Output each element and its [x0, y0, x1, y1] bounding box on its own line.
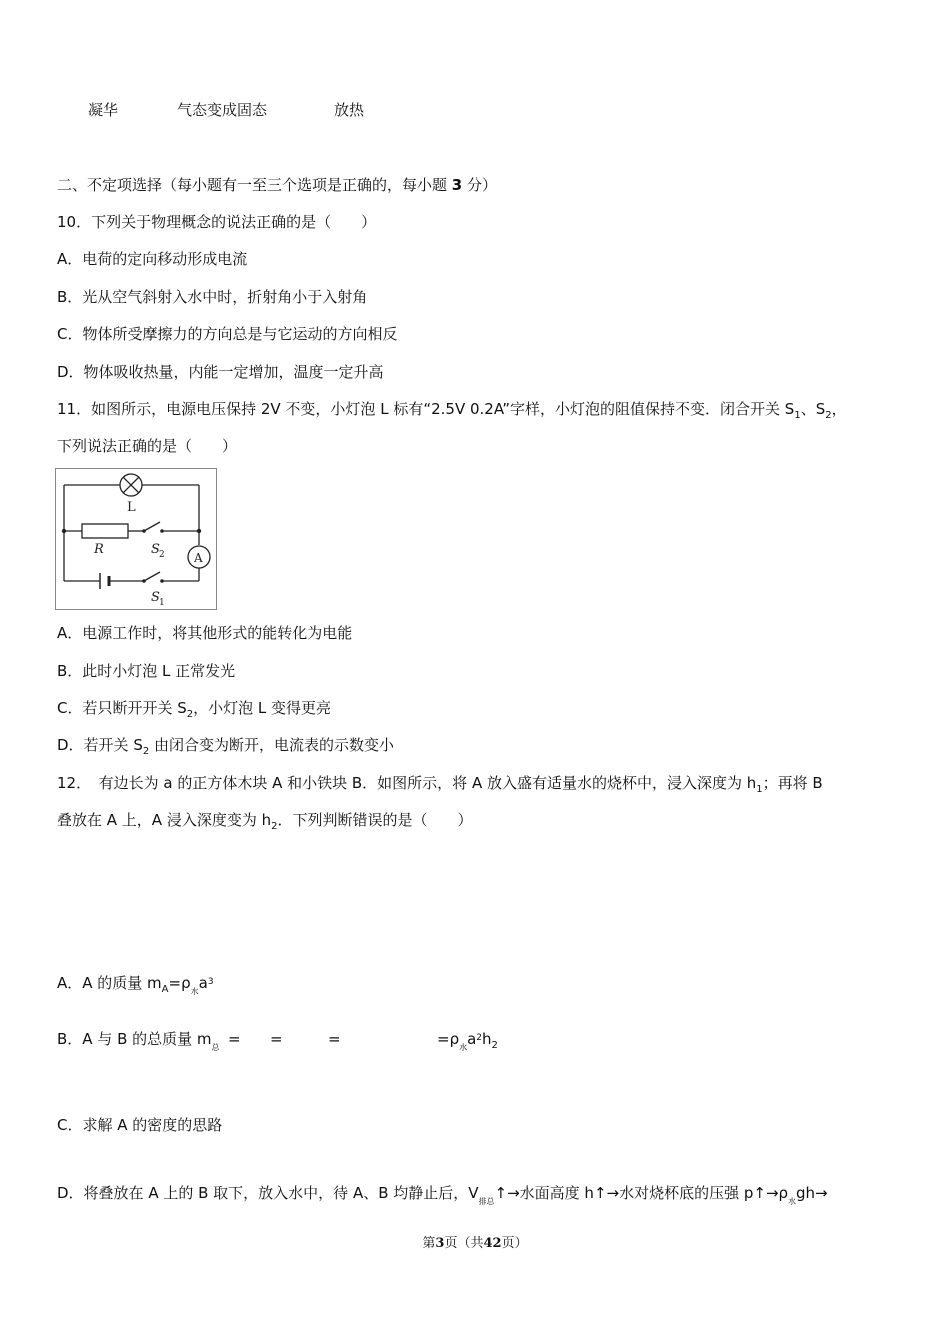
- q12-option-b-eq2: =: [270, 1030, 283, 1048]
- page-footer: 第3页（共42页）: [422, 1236, 528, 1251]
- top-row-change: 气态变成固态: [177, 101, 268, 119]
- q11-option-a: A．电源工作时，将其他形式的能转化为电能: [57, 624, 353, 642]
- q12-option-b-eq3: =: [328, 1030, 341, 1048]
- top-row-heat: 放热: [334, 101, 365, 119]
- q10-option-b: B．光从空气斜射入水中时，折射角小于入射角: [57, 288, 368, 306]
- q10-option-d: D．物体吸收热量，内能一定增加，温度一定升高: [57, 363, 384, 381]
- q10-option-a: A．电荷的定向移动形成电流: [57, 250, 248, 268]
- circuit-svg: [56, 469, 216, 609]
- q11-stem-cont: 下列说法正确的是（ ）: [57, 437, 238, 455]
- q12-option-b-result: $=\rho_水a^2h_2$: [437, 1030, 498, 1052]
- lamp-label: L: [127, 500, 136, 515]
- q11-stem: 11．如图所示，电源电压保持 2V 不变，小灯泡 L 标有“2.5V 0.2A”字样，小灯泡的阻值保持不变．闭合开关 $S_1$、$S_2$，: [57, 400, 847, 421]
- lamp-icon: [120, 474, 142, 496]
- switch1-label: S: [151, 590, 160, 605]
- ammeter-label: A: [194, 551, 203, 565]
- q12-option-d: D．将叠放在 A 上的 B 取下，放入水中，待 A、B 均静止后，$V_{排总}↑\to$水面高度 h↑→水对烧杯底的压强 $p↑\to\rho_水gh\to$: [57, 1184, 828, 1206]
- q11-option-b: B．此时小灯泡 L 正常发光: [57, 662, 236, 680]
- resistor-label: R: [94, 542, 104, 557]
- switch2-label: S: [151, 542, 160, 557]
- q11-option-d: D．若开关 $S_2$ 由闭合变为断开，电流表的示数变小: [57, 736, 394, 757]
- section2-heading: 二、不定项选择（每小题有一至三个选项是正确的，每小题 3 分）: [57, 176, 497, 194]
- top-row-term: 凝华: [88, 101, 119, 119]
- q10-stem: 10．下列关于物理概念的说法正确的是（ ）: [57, 213, 377, 231]
- q12-option-a: A．A 的质量 $m_A=\rho_水a^3$: [57, 974, 214, 996]
- q10-option-c: C．物体所受摩擦力的方向总是与它运动的方向相反: [57, 325, 398, 343]
- q12-option-b-eq1: =: [228, 1030, 241, 1048]
- switch2-sub: 2: [159, 550, 165, 560]
- circuit-diagram: [55, 468, 217, 610]
- q12-option-b-label: B．A 与 B 的总质量 $m_总$: [57, 1030, 220, 1052]
- q11-option-c: C．若只断开开关 $S_2$，小灯泡 L 变得更亮: [57, 699, 332, 720]
- q12-stem: 12． 有边长为 a 的正方体木块 A 和小铁块 B．如图所示，将 A 放入盛有适量水的烧杯中，浸入深度为 $h_1$；再将 B: [57, 774, 823, 795]
- q12-option-c: C．求解 A 的密度的思路: [57, 1116, 223, 1134]
- switch1-sub: 1: [159, 598, 165, 608]
- q12-stem-cont: 叠放在 A 上，A 浸入深度变为 $h_2$．下列判断错误的是（ ）: [57, 811, 473, 832]
